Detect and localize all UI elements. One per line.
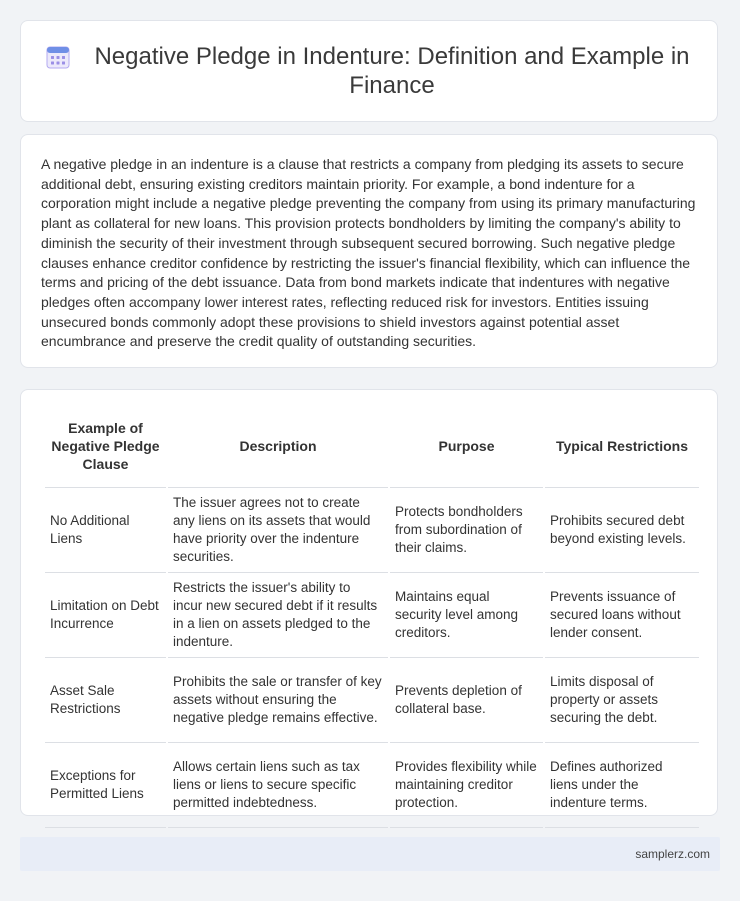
cell-purpose: Provides flexibility while maintaining creditor protection. — [390, 743, 543, 828]
table-row — [45, 488, 699, 573]
table-card — [20, 389, 718, 816]
cell-restrictions: Prohibits secured debt beyond existing levels. — [545, 488, 699, 573]
cell-example: Exceptions for Permitted Liens — [45, 743, 166, 828]
header-example: Example of Negative Pledge Clause — [45, 405, 166, 488]
cell-purpose: Protects bondholders from subordination of their claims. — [390, 488, 543, 573]
intro-paragraph: A negative pledge in an indenture is a clause that restricts a company from pledging its assets to secure additional debt, ensuring existing creditors maintain priority. For example, a bond indenture for a corporation might include a negative pledge preventing the company from using its primary manufacturing plant as collateral for new loans. This provision protects bondholders by limiting the company's ability to diminish the security of their investment through subsequent secured borrowing. Such negative pledge clauses enhance creditor confidence by restricting the issuer's financial flexibility, which can influence the terms and pricing of the debt issuance. Data from bond markets indicate that indentures with negative pledges often accompany lower interest rates, reflecting reduced risk for investors. Entities issuing unsecured bonds commonly adopt these provisions to shield investors against potential asset encumbrance and preserve the credit quality of outstanding securities. — [41, 156, 696, 350]
header-restrictions: Typical Restrictions — [545, 405, 699, 488]
cell-restrictions: Limits disposal of property or assets securing the debt. — [545, 658, 699, 743]
cell-description: Prohibits the sale or transfer of key assets without ensuring the negative pledge remains effective. — [168, 658, 388, 743]
cell-example: Asset Sale Restrictions — [45, 658, 166, 743]
header-description: Description — [168, 405, 388, 488]
footer — [20, 837, 720, 871]
cell-restrictions: Prevents issuance of secured loans without lender consent. — [545, 573, 699, 658]
table-row — [45, 743, 699, 828]
cell-description: Restricts the issuer's ability to incur new secured debt if it results in a lien on assets pledged to the indenture. — [168, 573, 388, 658]
header-purpose: Purpose — [390, 405, 543, 488]
intro-card — [20, 134, 718, 368]
footer-site-link[interactable]: samplerz.com — [635, 847, 710, 861]
page-title: Negative Pledge in Indenture: Definition and Example in Finance — [94, 43, 690, 99]
cell-example: Limitation on Debt Incurrence — [45, 573, 166, 658]
cell-purpose: Maintains equal security level among creditors. — [390, 573, 543, 658]
negative-pledge-table — [43, 405, 701, 828]
table-header-row — [45, 405, 699, 488]
cell-description: The issuer agrees not to create any liens on its assets that would have priority over the indenture securities. — [168, 488, 388, 573]
cell-purpose: Prevents depletion of collateral base. — [390, 658, 543, 743]
cell-description: Allows certain liens such as tax liens or liens to secure specific permitted indebtedness. — [168, 743, 388, 828]
cell-restrictions: Defines authorized liens under the indenture terms. — [545, 743, 699, 828]
title-card — [20, 20, 718, 122]
calendar-icon — [45, 44, 71, 70]
table-row — [45, 573, 699, 658]
cell-example: No Additional Liens — [45, 488, 166, 573]
table-row — [45, 658, 699, 743]
